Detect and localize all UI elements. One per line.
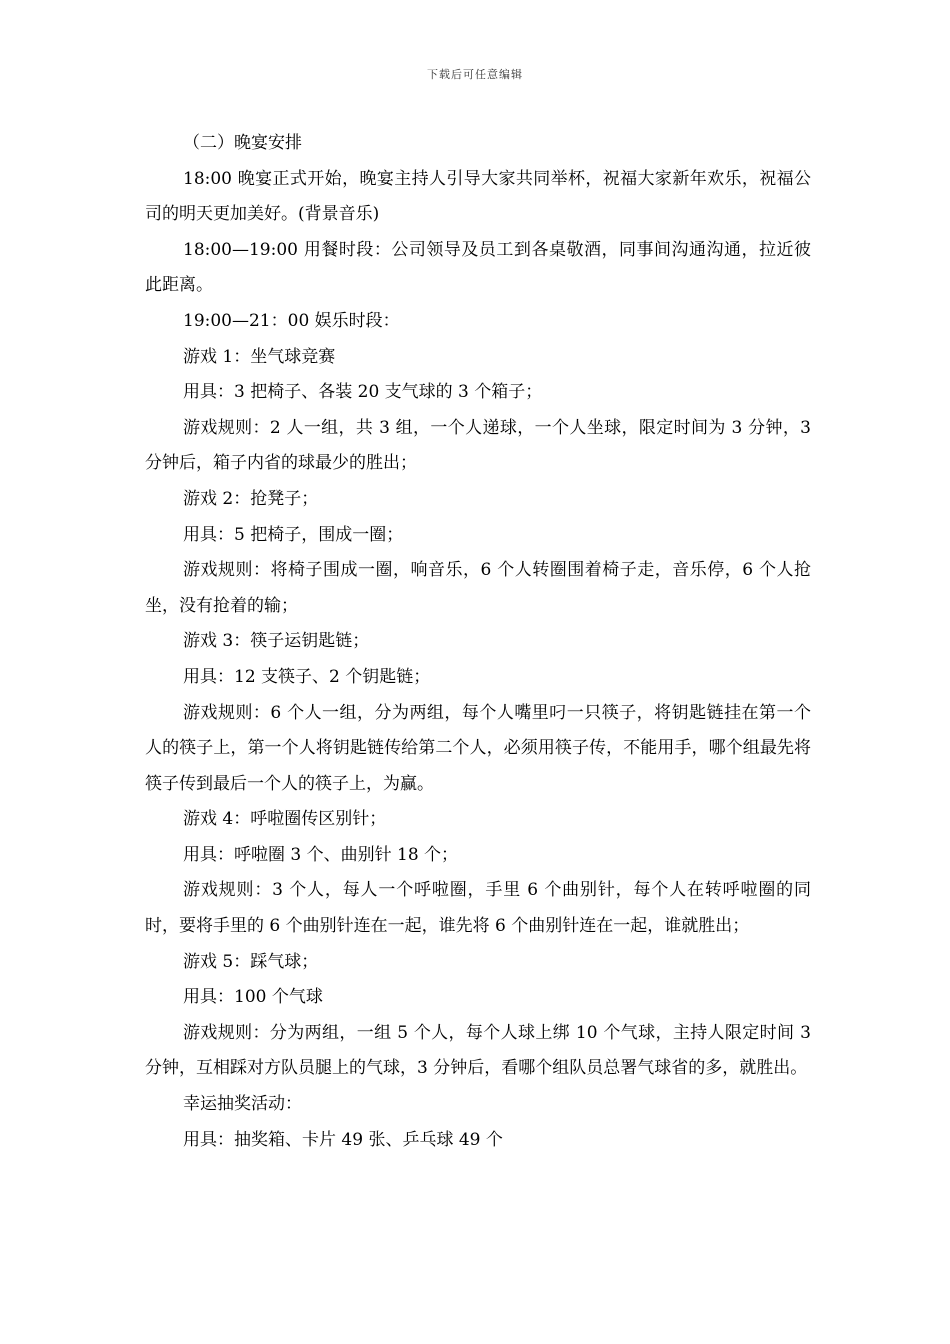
paragraph-dining-time: 18:00—19:00 用餐时段：公司领导及员工到各桌敬酒，同事间沟通沟通，拉近彼此距离。: [145, 239, 811, 296]
game-4-equipment: 用具：呼啦圈 3 个、曲别针 18 个；: [183, 844, 459, 865]
lucky-draw-equipment: 用具：抽奖箱、卡片 49 张、乒乓球 49 个: [183, 1129, 503, 1150]
game-4-title: 游戏 4：呼啦圈传区别针；: [183, 809, 387, 830]
game-3-equipment: 用具：12 支筷子、2 个钥匙链；: [183, 666, 431, 687]
game-4-rules: 游戏规则：3 个人，每人一个呼啦圈，手里 6 个曲别针，每个人在转呼啦圈的同时，要将手里的 6 个曲别针连在一起，谁先将 6 个曲别针连在一起，谁就胜出；: [145, 880, 811, 937]
paragraph-banquet-start: 18:00 晚宴正式开始，晚宴主持人引导大家共同举杯，祝福大家新年欢乐，祝福公司的明天更加美好。(背景音乐): [145, 168, 811, 225]
document-body: [145, 126, 811, 1158]
lucky-draw-title: 幸运抽奖活动：: [183, 1094, 302, 1115]
game-1-title: 游戏 1：坐气球竞赛: [183, 346, 336, 367]
game-1-rules: 游戏规则：2 人一组，共 3 组，一个人递球，一个人坐球，限定时间为 3 分钟，3 分钟后，箱子内省的球最少的胜出；: [145, 417, 811, 474]
page-header-note: 下载后可任意编辑: [427, 68, 523, 81]
game-3-rules: 游戏规则：6 个人一组，分为两组，每个人嘴里叼一只筷子，将钥匙链挂在第一个人的筷子上，第一个人将钥匙链传给第二个人，必须用筷子传，不能用手，哪个组最先将筷子传到最后一个人的筷子上，为赢。: [145, 702, 811, 794]
section-heading: （二）晚宴安排: [183, 133, 302, 153]
game-2-equipment: 用具：5 把椅子，围成一圈；: [183, 524, 404, 545]
game-5-equipment: 用具：100 个气球: [183, 987, 323, 1008]
game-5-title: 游戏 5：踩气球；: [183, 951, 319, 972]
game-5-rules: 游戏规则：分为两组，一组 5 个人，每个人球上绑 10 个气球，主持人限定时间 3 分钟，互相踩对方队员腿上的气球，3 分钟后，看哪个组队员总署气球省的多，就胜出。: [145, 1022, 811, 1079]
game-1-equipment: 用具：3 把椅子、各装 20 支气球的 3 个箱子；: [183, 382, 543, 403]
paragraph-entertainment-time: 19:00—21：00 娱乐时段：: [183, 310, 400, 331]
game-2-title: 游戏 2：抢凳子；: [183, 488, 319, 509]
game-2-rules: 游戏规则：将椅子围成一圈，响音乐，6 个人转圈围着椅子走，音乐停，6 个人抢坐，没有抢着的输；: [145, 560, 811, 616]
game-3-title: 游戏 3：筷子运钥匙链；: [183, 631, 370, 652]
